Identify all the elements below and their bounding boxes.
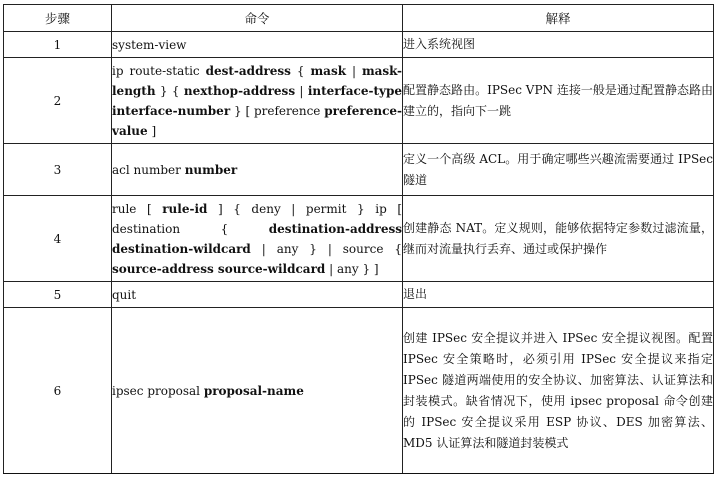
table-row [4,32,714,58]
explanation-cell: 进入系统视图 [403,32,714,58]
command-parameter: nexthop-address [183,83,296,98]
command-cell [112,32,403,58]
explanation-cell: 退出 [403,282,714,308]
step-number: 1 [4,32,112,58]
table-row [4,308,714,474]
command-parameter: dest-address [205,63,291,78]
step-number: 3 [4,144,112,196]
command-parameter: proposal-name [203,383,304,398]
table-row [4,58,714,144]
command-keyword: { [290,63,311,78]
header-explanation: 解释 [403,5,714,32]
step-number: 2 [4,58,112,144]
explanation-cell: 定义一个高级 ACL。用于确定哪些兴趣流需要通过 IPSec 隧道 [403,144,714,196]
command-keyword: ip route-static [112,63,206,78]
command-keyword: | any } | source { [250,241,402,256]
command-parameter: interface-type interface-number [112,83,402,118]
command-keyword: ] [147,123,157,138]
step-number: 5 [4,282,112,308]
table-row [4,144,714,196]
command-parameter: mask-length [112,63,402,98]
command-keyword: system-view [112,37,187,52]
command-parameter: rule-id [162,201,208,216]
command-cell [112,196,403,282]
command-table [3,4,714,474]
explanation-cell: 创建 IPSec 安全提议并进入 IPSec 安全提议视图。配置 IPSec 安全策略时，必须引用 IPSec 安全提议来指定 IPSec 隧道两端使用的安全协议、加密算法、认证算法和封装模式。缺省情况下，使用 ipsec proposal 命令创建的 IPSec 安全提议采用 ESP 协议、DES 加密算法、MD5 认证算法和隧道封装模式 [403,308,714,474]
command-keyword: quit [112,287,137,302]
command-keyword: ipsec proposal [112,383,204,398]
command-keyword: | any } ] [325,261,379,276]
command-cell [112,58,403,144]
header-command: 命令 [112,5,403,32]
command-keyword: ] { deny | permit } ip [ destination { [112,201,403,236]
command-keyword: acl number [112,162,185,177]
command-keyword: | [295,83,308,98]
command-parameter: source-address source-wildcard [112,261,326,276]
command-cell [112,282,403,308]
command-keyword: rule [ [112,201,163,216]
step-number: 6 [4,308,112,474]
table-header-row [4,5,714,32]
step-number: 4 [4,196,112,282]
table-row [4,196,714,282]
command-cell [112,144,403,196]
command-keyword: } { [155,83,184,98]
command-parameter: number [184,162,238,177]
table-row [4,282,714,308]
explanation-cell: 配置静态路由。IPSec VPN 连接一般是通过配置静态路由建立的，指向下一跳 [403,58,714,144]
command-keyword: | [346,63,362,78]
command-parameter: mask [310,63,347,78]
command-keyword: } [ preference [230,103,325,118]
explanation-cell: 创建静态 NAT。定义规则，能够依据特定参数过滤流量，继而对流量执行丢弃、通过或保护操作 [403,196,714,282]
command-parameter: preference-value [112,103,402,138]
header-step: 步骤 [4,5,112,32]
command-cell [112,308,403,474]
command-parameter: destination-address destination-wildcard [112,221,402,256]
